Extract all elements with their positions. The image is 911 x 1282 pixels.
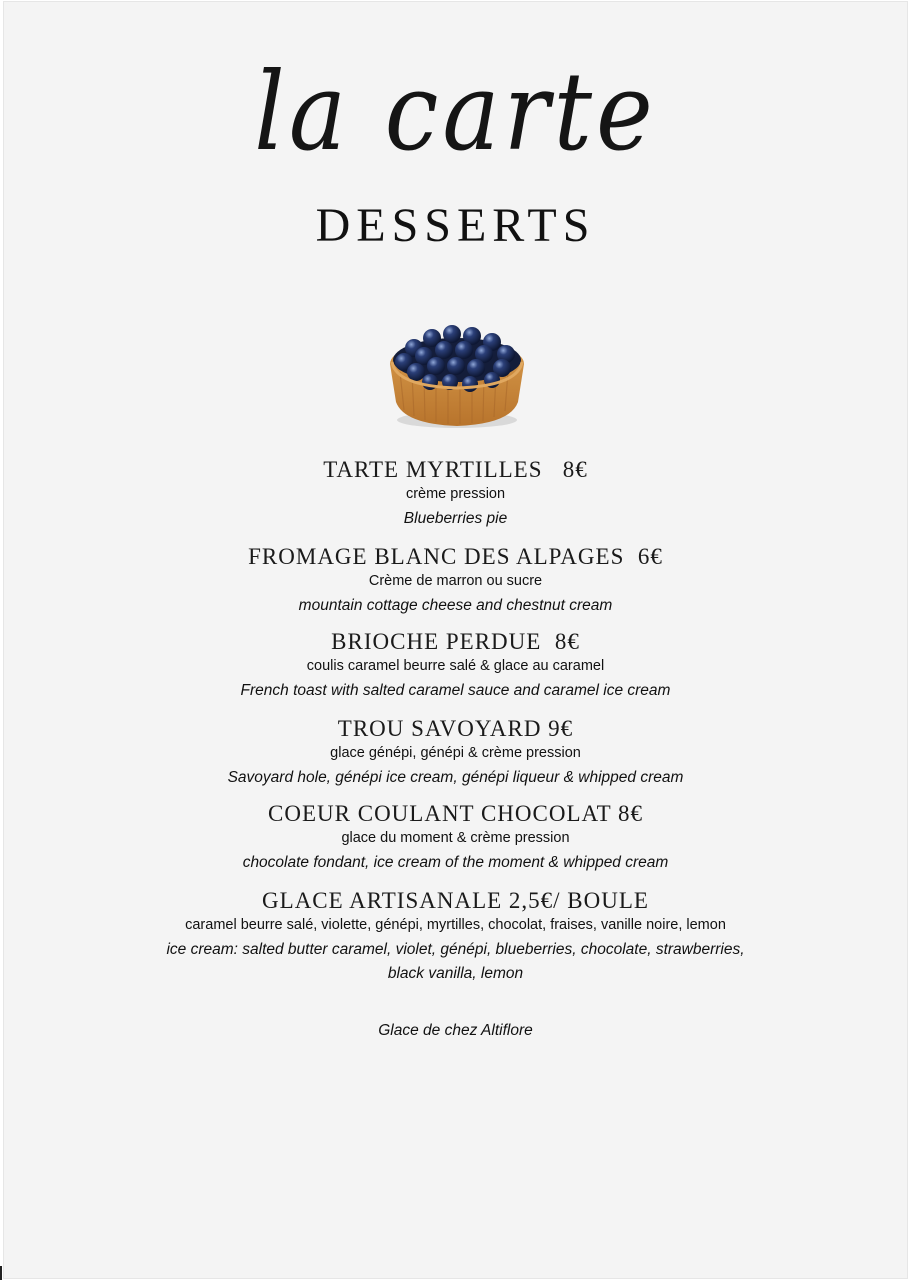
item-description-fr: caramel beurre salé, violette, génépi, myrtilles, chocolat, fraises, vanille noire, lemon [185,917,726,933]
item-description-fr: glace génépi, génépi & crème pression [330,745,581,761]
item-description-en: chocolate fondant, ice cream of the moment & whipped cream [242,854,669,871]
item-description-en: French toast with salted caramel sauce and caramel ice cream [240,682,671,699]
item-name: GLACE ARTISANALE 2,5€/ BOULE [262,888,649,913]
item-description-en: ice cream: salted butter caramel, violet, génépi, blueberries, chocolate, strawberries, [166,941,745,958]
menu-item [4,544,907,618]
menu-item [4,888,907,986]
item-name: COEUR COULANT CHOCOLAT 8€ [268,801,643,826]
item-description-en: black vanilla, lemon [387,965,524,982]
menu-item [4,801,907,875]
blueberry-tart-icon [382,306,532,432]
footer-note: Glace de chez Altiflore [378,1022,533,1039]
item-description-fr: crème pression [405,486,506,502]
item-description-en: Blueberries pie [403,510,508,527]
page-title: DESSERTS [315,199,596,252]
item-name: BRIOCHE PERDUE 8€ [331,629,580,654]
item-name: TARTE MYRTILLES 8€ [323,457,588,482]
edge-mark [0,1266,2,1280]
item-description-fr: Crème de marron ou sucre [368,573,543,589]
menu-page [4,2,907,1278]
menu-item [4,629,907,703]
item-description-en: Savoyard hole, génépi ice cream, génépi liqueur & whipped cream [227,769,684,786]
script-title: la carte [254,49,657,175]
item-description-fr: coulis caramel beurre salé & glace au caramel [306,658,605,674]
item-description-en: mountain cottage cheese and chestnut cream [298,597,613,614]
dessert-menu [4,457,907,986]
item-name: TROU SAVOYARD 9€ [337,716,574,741]
menu-item [4,457,907,531]
item-description-fr: glace du moment & crème pression [341,830,570,846]
item-name: FROMAGE BLANC DES ALPAGES 6€ [248,544,663,569]
menu-item [4,716,907,790]
